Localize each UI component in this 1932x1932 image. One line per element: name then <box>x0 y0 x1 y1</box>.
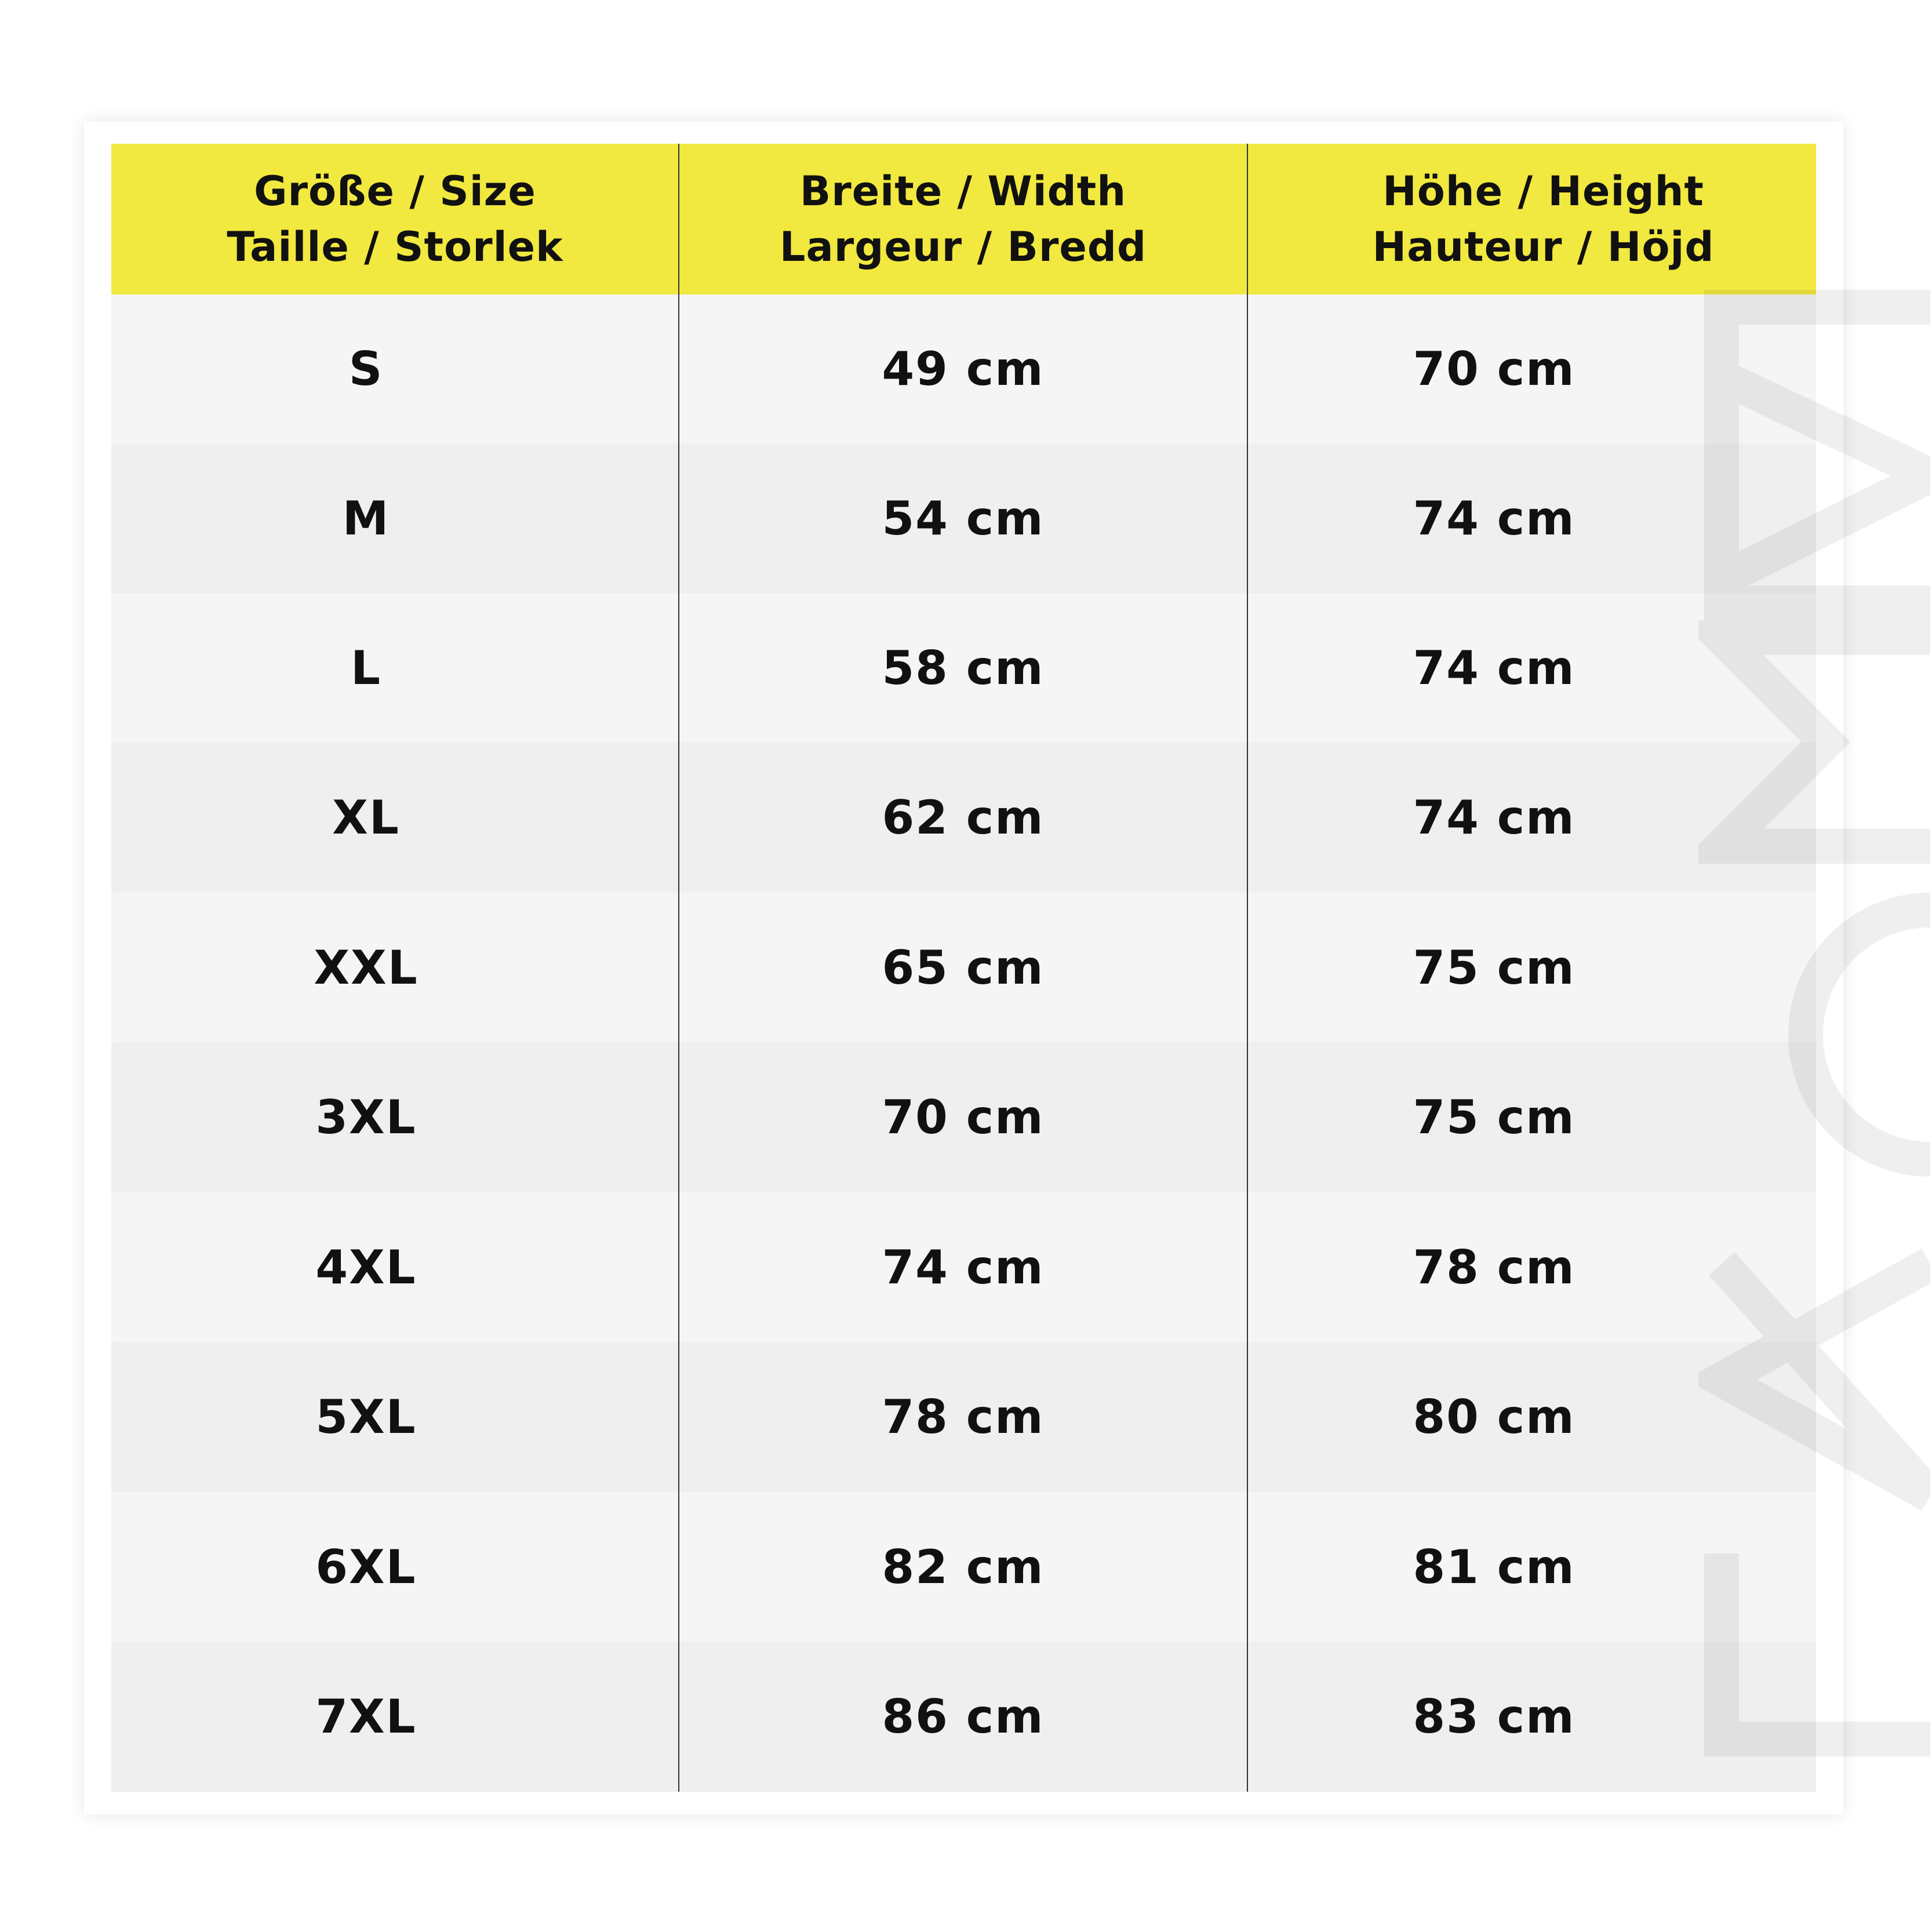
table-row <box>111 443 1816 593</box>
height-cell: 81 cm <box>1413 1540 1576 1594</box>
header-height-line2: Hauteur / Höjd <box>1372 223 1715 271</box>
width-cell: 82 cm <box>882 1540 1045 1594</box>
header-size-line1: Größe / Size <box>254 168 536 215</box>
size-cell: 4XL <box>315 1240 417 1294</box>
height-cell: 75 cm <box>1413 1090 1576 1144</box>
table-row <box>111 1042 1816 1192</box>
size-cell: 7XL <box>315 1690 417 1744</box>
size-cell: XXL <box>314 940 419 995</box>
header-width-line2: Largeur / Bredd <box>779 223 1147 271</box>
height-cell: 78 cm <box>1413 1240 1576 1294</box>
width-cell: 58 cm <box>882 641 1045 695</box>
width-cell: 78 cm <box>882 1390 1045 1444</box>
width-cell: 49 cm <box>882 342 1045 396</box>
table-row <box>111 743 1816 893</box>
size-cell: XL <box>332 791 400 845</box>
header-height-line1: Höhe / Height <box>1382 168 1704 215</box>
header-size <box>111 144 679 294</box>
table-row <box>111 593 1816 743</box>
height-cell: 74 cm <box>1413 491 1576 545</box>
width-cell: 74 cm <box>882 1240 1045 1294</box>
height-cell: 75 cm <box>1413 940 1576 995</box>
size-chart-card <box>84 122 1843 1814</box>
header-width-line1: Breite / Width <box>799 168 1127 215</box>
table-row <box>111 1492 1816 1642</box>
height-cell: 83 cm <box>1413 1690 1576 1744</box>
header-height <box>1247 144 1816 294</box>
table-row <box>111 1342 1816 1492</box>
width-cell: 65 cm <box>882 940 1045 995</box>
width-cell: 70 cm <box>882 1090 1045 1144</box>
width-cell: 86 cm <box>882 1690 1045 1744</box>
height-cell: 74 cm <box>1413 791 1576 845</box>
width-cell: 54 cm <box>882 491 1045 545</box>
size-cell: 6XL <box>315 1540 417 1594</box>
column-divider-1 <box>678 144 679 1792</box>
table-header-row <box>111 144 1816 294</box>
size-cell: M <box>342 491 390 545</box>
table-row <box>111 893 1816 1042</box>
column-divider-2 <box>1247 144 1248 1792</box>
size-cell: 5XL <box>315 1390 417 1444</box>
size-cell: 3XL <box>315 1090 417 1144</box>
size-cell: L <box>351 641 381 695</box>
size-table <box>111 144 1816 1792</box>
header-size-line2: Taille / Storlek <box>227 223 563 271</box>
width-cell: 62 cm <box>882 791 1045 845</box>
height-cell: 70 cm <box>1413 342 1576 396</box>
size-cell: S <box>348 342 384 396</box>
table-row <box>111 294 1816 443</box>
table-row <box>111 1192 1816 1342</box>
height-cell: 74 cm <box>1413 641 1576 695</box>
table-row <box>111 1642 1816 1792</box>
height-cell: 80 cm <box>1413 1390 1576 1444</box>
header-width <box>679 144 1247 294</box>
